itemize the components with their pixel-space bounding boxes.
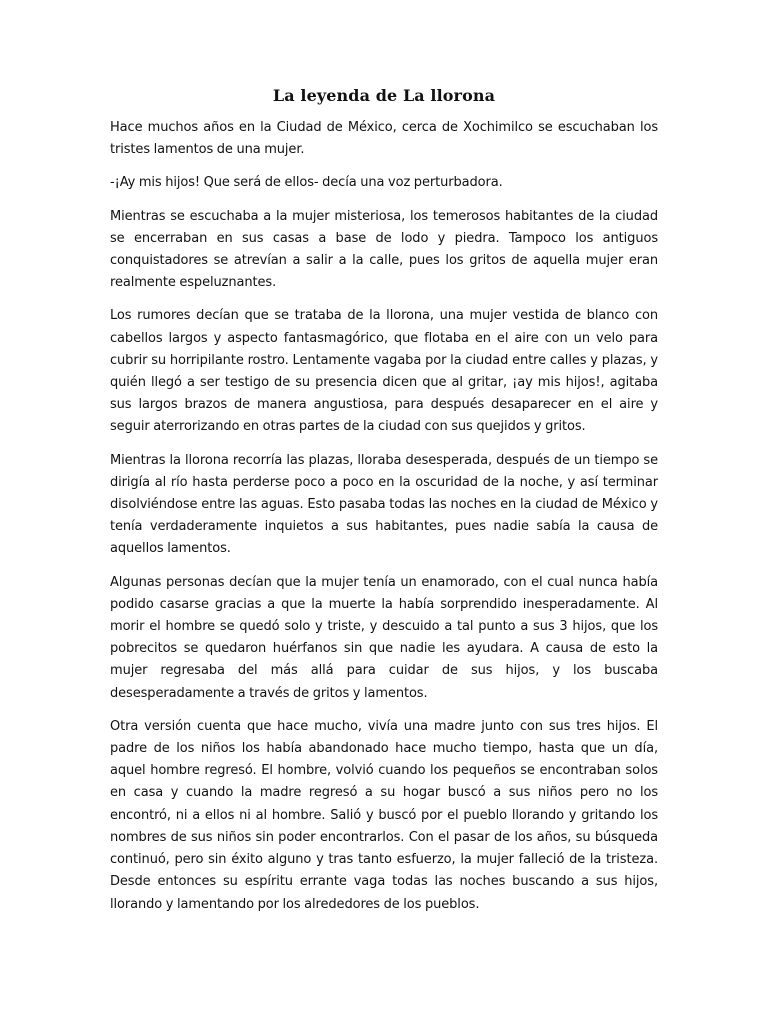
- paragraph-1: Hace muchos años en la Ciudad de México, cerca de Xochimilco se escuchaban los tristes lamentos de una mujer.: [110, 120, 658, 158]
- document-title: La leyenda de La llorona: [272, 86, 496, 105]
- paragraph-6: Algunas personas decían que la mujer tenía un enamorado, con el cual nunca había podido casarse gracias a que la muerte la había sorprendido inesperadamente. Al morir el hombre se quedó solo y triste, y descuido a tal punto a sus 3 hijos, que los pobrecitos se quedaron huérfanos sin que nadie les ayudara. A causa de esto la mujer regresaba del más allá para cuidar de sus hijos, y los buscaba desesperadamente a través de gritos y lamentos.: [110, 574, 658, 701]
- paragraph-3: Mientras se escuchaba a la mujer misteriosa, los temerosos habitantes de la ciudad se encerraban en sus casas a base de lodo y piedra. Tampoco los antiguos conquistadores se atrevían a salir a la calle, pues los gritos de aquella mujer eran realmente espeluznantes.: [110, 208, 658, 291]
- paragraph-2: -¡Ay mis hijos! Que será de ellos- decía una voz perturbadora.: [110, 175, 503, 191]
- paragraph-7: Otra versión cuenta que hace mucho, vivía una madre junto con sus tres hijos. El padre de los niños los había abandonado hace mucho tiempo, hasta que un día, aquel hombre regresó. El hombre, volvió cuando los pequeños se encontraban solos en casa y cuando la madre regresó a su hogar buscó a sus niños pero no los encontró, ni a ellos ni al hombre. Salió y buscó por el pueblo llorando y gritando los nombres de sus niños sin poder encontrarlos. Con el pasar de los años, su búsqueda continuó, pero sin éxito alguno y tras tanto esfuerzo, la mujer falleció de la tristeza. Desde entonces su espíritu errante vaga todas las noches buscando a sus hijos, llorando y lamentando por los alrededores de los pueblos.: [110, 718, 658, 912]
- paragraph-5: Mientras la llorona recorría las plazas, lloraba desesperada, después de un tiempo se dirigía al río hasta perderse poco a poco en la oscuridad de la noche, y así terminar disolviéndose entre las aguas. Esto pasaba todas las noches en la ciudad de México y tenía verdaderamente inquietos a sus habitantes, pues nadie sabía la causa de aquellos lamentos.: [110, 452, 658, 557]
- paragraph-4: Los rumores decían que se trataba de la llorona, una mujer vestida de blanco con cabellos largos y aspecto fantasmagórico, que flotaba en el aire con un velo para cubrir su horripilante rostro. Lentamente vagaba por la ciudad entre calles y plazas, y quién llegó a ser testigo de su presencia dicen que al gritar, ¡ay mis hijos!, agitaba sus largos brazos de manera angustiosa, para después desaparecer en el aire y seguir aterrorizando en otras partes de la ciudad con sus quejidos y gritos.: [110, 308, 658, 435]
